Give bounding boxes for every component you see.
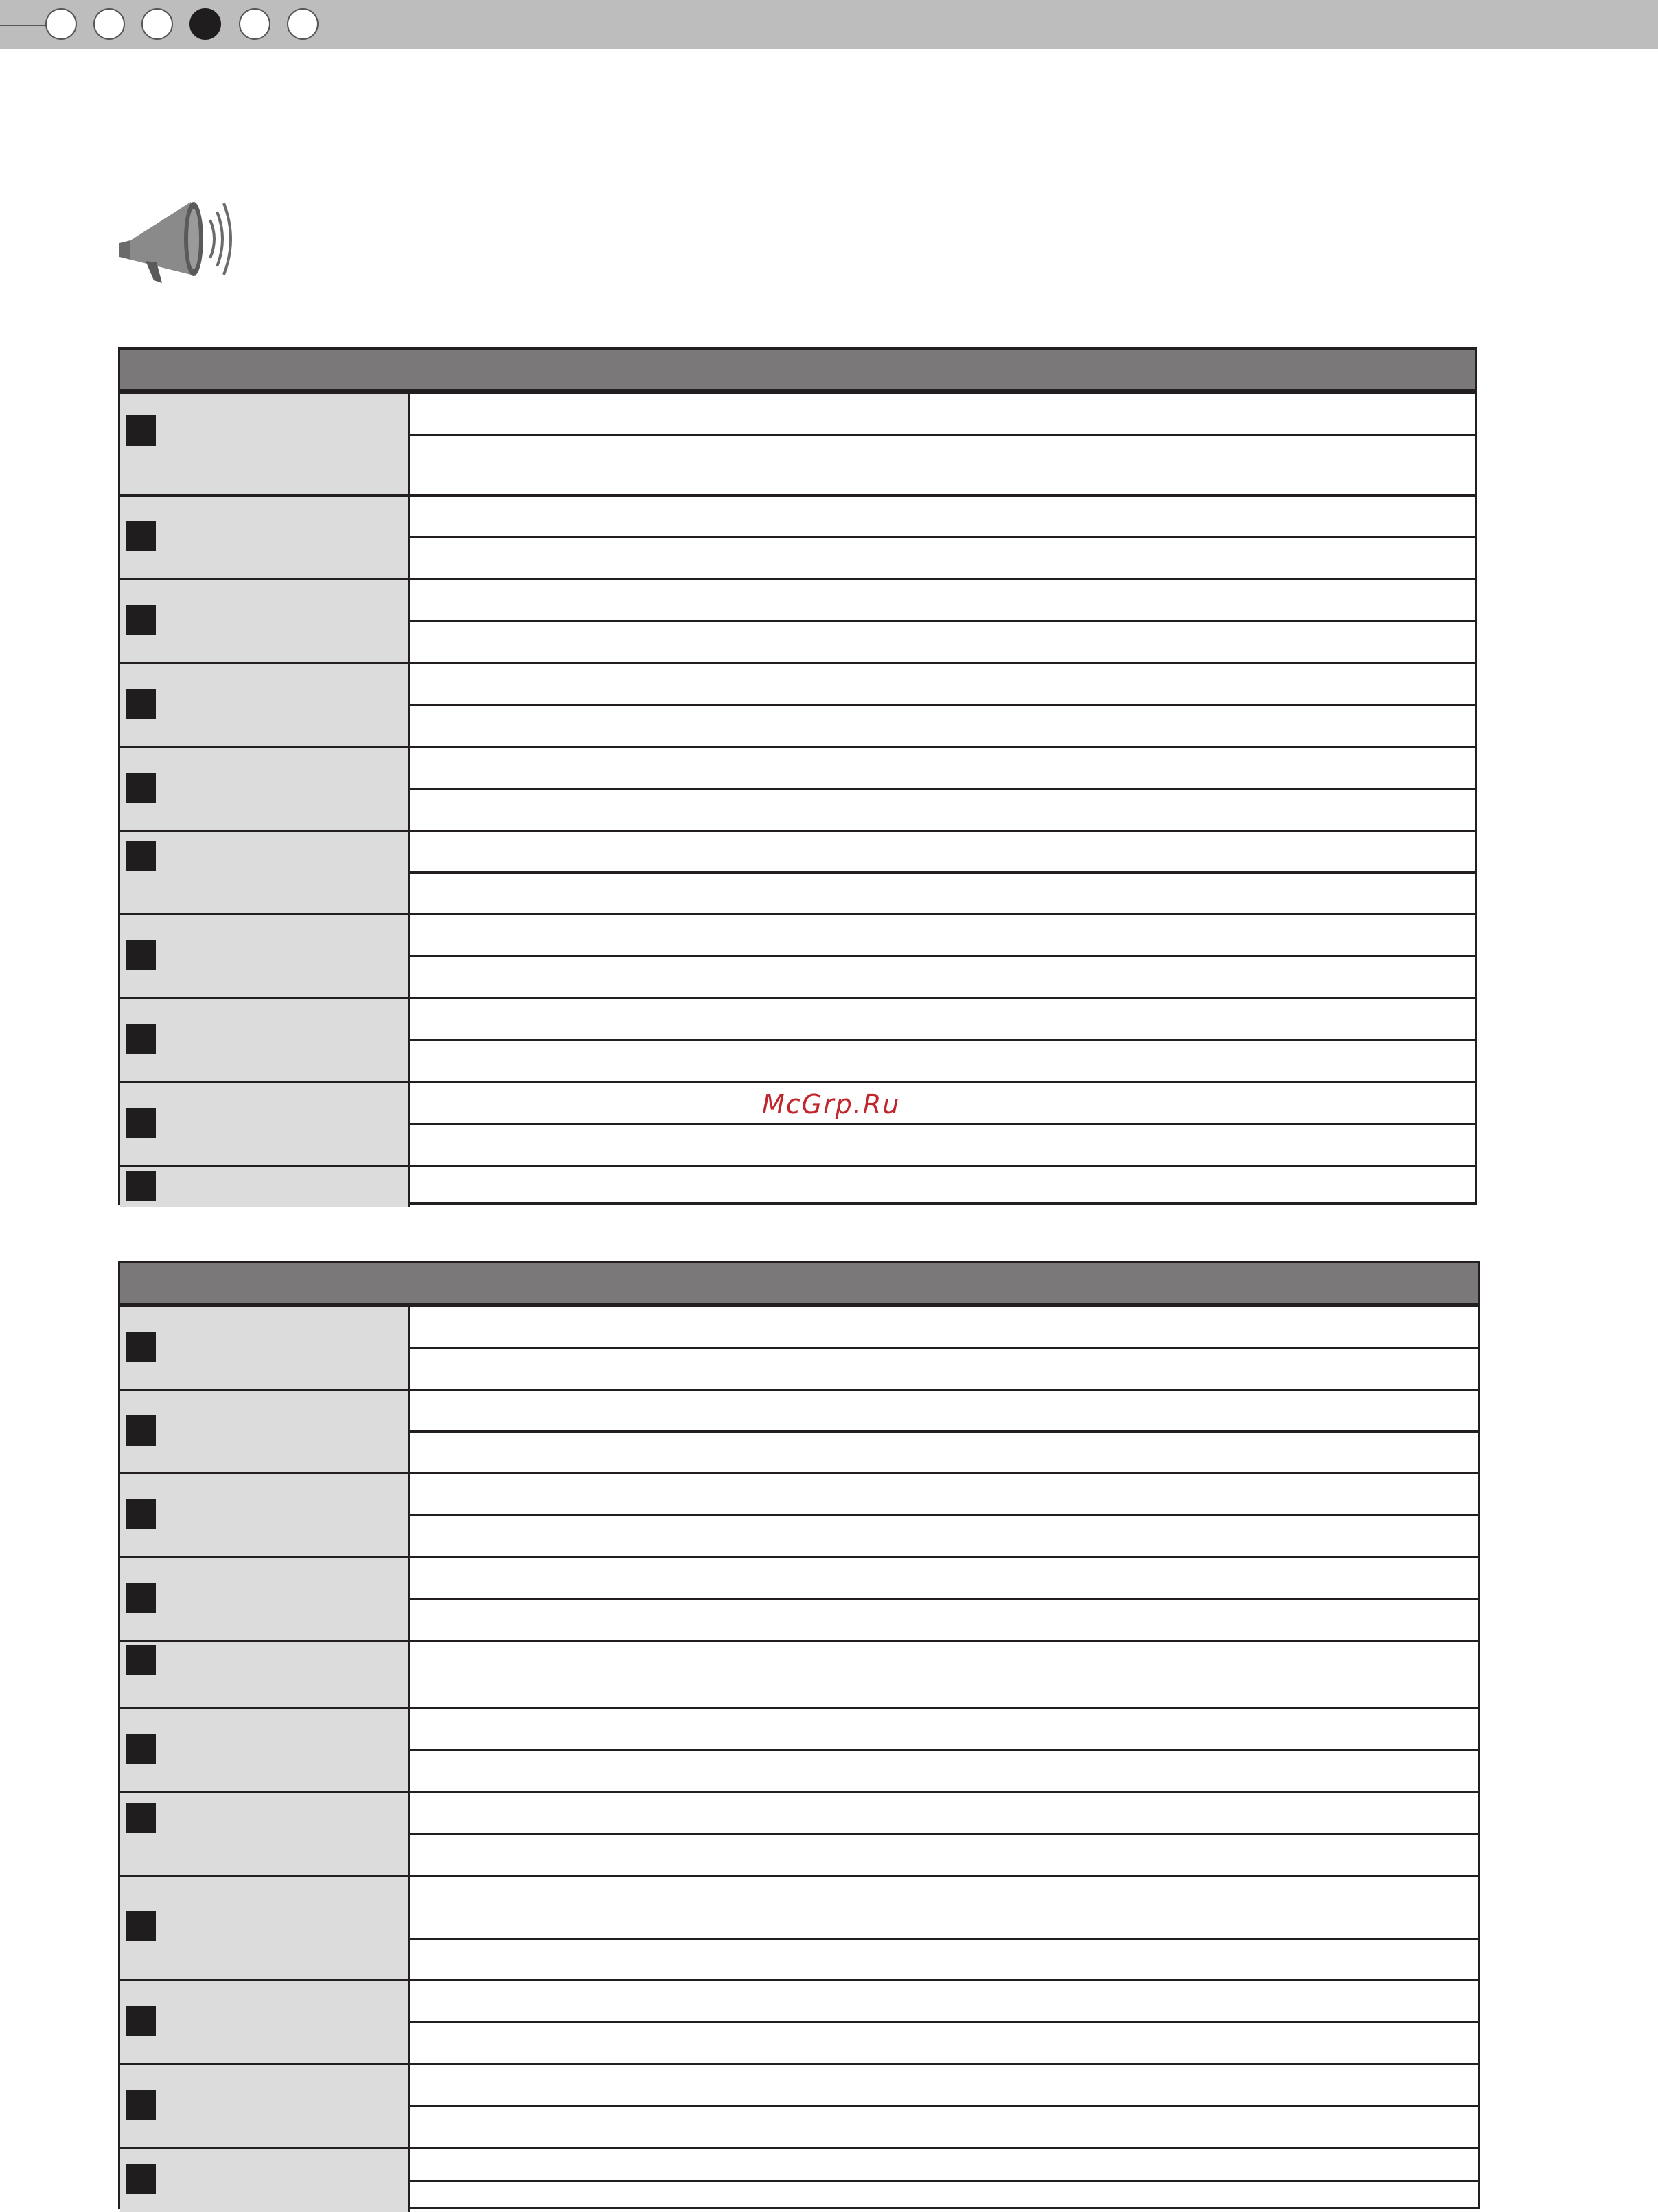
value-cell (410, 1083, 1475, 1123)
value-cell (410, 704, 1475, 746)
row-label-cell (120, 394, 410, 494)
table-row (120, 830, 1475, 913)
row-marker (126, 1171, 156, 1201)
table-row (120, 746, 1475, 830)
table-row (120, 1791, 1478, 1875)
value-cell (410, 1039, 1475, 1081)
table-row (120, 2063, 1478, 2147)
value-cell (410, 1642, 1478, 1707)
value-cell (410, 2149, 1478, 2180)
row-label-cell (120, 748, 410, 830)
table-row (120, 391, 1475, 494)
value-cell (410, 664, 1475, 704)
row-marker (126, 940, 156, 970)
row-label-cell (120, 2065, 410, 2147)
value-cell (410, 434, 1475, 494)
row-label-cell (120, 1709, 410, 1791)
row-marker (126, 1332, 156, 1362)
row-marker (126, 2006, 156, 2036)
row-marker (126, 2090, 156, 2120)
value-cell (410, 832, 1475, 871)
step-4-indicator-current (189, 8, 221, 40)
row-marker (126, 2164, 156, 2194)
row-label-cell (120, 1083, 410, 1165)
row-label-cell (120, 1642, 410, 1707)
row-marker (126, 605, 156, 635)
table-row (120, 1640, 1478, 1707)
table-row (120, 997, 1475, 1081)
value-cell (410, 1833, 1478, 1875)
value-cell (410, 1709, 1478, 1749)
table-row (120, 494, 1475, 578)
value-cell (410, 1598, 1478, 1640)
value-cell (410, 620, 1475, 662)
row-label-cell (120, 1793, 410, 1875)
row-label-cell (120, 497, 410, 578)
table-row (120, 1875, 1478, 1979)
row-marker (126, 1645, 156, 1675)
row-marker (126, 1734, 156, 1764)
row-marker (126, 773, 156, 803)
row-marker (126, 1415, 156, 1446)
value-cell (410, 1123, 1475, 1165)
spec-table-1 (118, 347, 1477, 1205)
row-label-cell (120, 1391, 410, 1472)
row-label-cell (120, 2149, 410, 2212)
value-cell (410, 1430, 1478, 1472)
value-cell (410, 1514, 1478, 1556)
step-2-indicator (93, 8, 125, 40)
top-bar (0, 0, 1658, 49)
row-marker (126, 521, 156, 551)
value-cell (410, 2021, 1478, 2063)
row-label-cell (120, 1877, 410, 1979)
value-cell (410, 1391, 1478, 1430)
row-marker (126, 1583, 156, 1613)
value-cell (410, 2105, 1478, 2147)
table-row (120, 578, 1475, 662)
value-cell (410, 871, 1475, 913)
row-label-cell (120, 1981, 410, 2063)
table-row (120, 1389, 1478, 1472)
table-header (120, 1263, 1478, 1305)
row-marker (126, 1024, 156, 1054)
row-label-cell (120, 580, 410, 662)
watermark: McGrp.Ru (762, 1089, 900, 1119)
value-cell (410, 580, 1475, 620)
table-header (120, 350, 1475, 391)
value-cell (410, 536, 1475, 578)
value-cell (410, 1981, 1478, 2021)
value-cell (410, 955, 1475, 997)
megaphone-icon (115, 190, 232, 286)
row-label-cell (120, 1307, 410, 1389)
table-row (120, 1979, 1478, 2063)
table-row (120, 1165, 1475, 1207)
value-cell (410, 2180, 1478, 2212)
row-marker (126, 415, 156, 446)
step-6-indicator (287, 8, 319, 40)
value-cell (410, 999, 1475, 1039)
table-row (120, 1556, 1478, 1640)
value-cell (410, 2065, 1478, 2105)
row-marker (126, 841, 156, 871)
value-cell (410, 1877, 1478, 1938)
value-cell (410, 1307, 1478, 1347)
value-cell (410, 394, 1475, 434)
table-row (120, 2147, 1478, 2212)
table-row (120, 1472, 1478, 1556)
value-cell (410, 1347, 1478, 1389)
table-row (120, 1305, 1478, 1389)
step-3-indicator (141, 8, 173, 40)
spec-table-2 (118, 1261, 1480, 2209)
row-marker (126, 1911, 156, 1941)
table-row (120, 913, 1475, 997)
table-row (120, 662, 1475, 746)
value-cell (410, 1474, 1478, 1514)
value-cell (410, 1749, 1478, 1791)
row-marker (126, 1803, 156, 1833)
row-label-cell (120, 664, 410, 746)
row-marker (126, 1108, 156, 1138)
value-cell (410, 1558, 1478, 1598)
row-label-cell (120, 1558, 410, 1640)
step-1-indicator (45, 8, 77, 40)
value-cell (410, 1938, 1478, 1979)
step-5-indicator (239, 8, 270, 40)
progress-line (0, 25, 48, 26)
row-label-cell (120, 1167, 410, 1207)
row-marker (126, 1499, 156, 1529)
value-cell (410, 1793, 1478, 1833)
value-cell (410, 788, 1475, 830)
value-cell (410, 1167, 1475, 1207)
value-cell (410, 915, 1475, 955)
value-cell (410, 748, 1475, 788)
row-label-cell (120, 1474, 410, 1556)
row-label-cell (120, 832, 410, 913)
row-marker (126, 689, 156, 719)
value-cell (410, 497, 1475, 536)
table-row (120, 1707, 1478, 1791)
row-label-cell (120, 915, 410, 997)
row-label-cell (120, 999, 410, 1081)
